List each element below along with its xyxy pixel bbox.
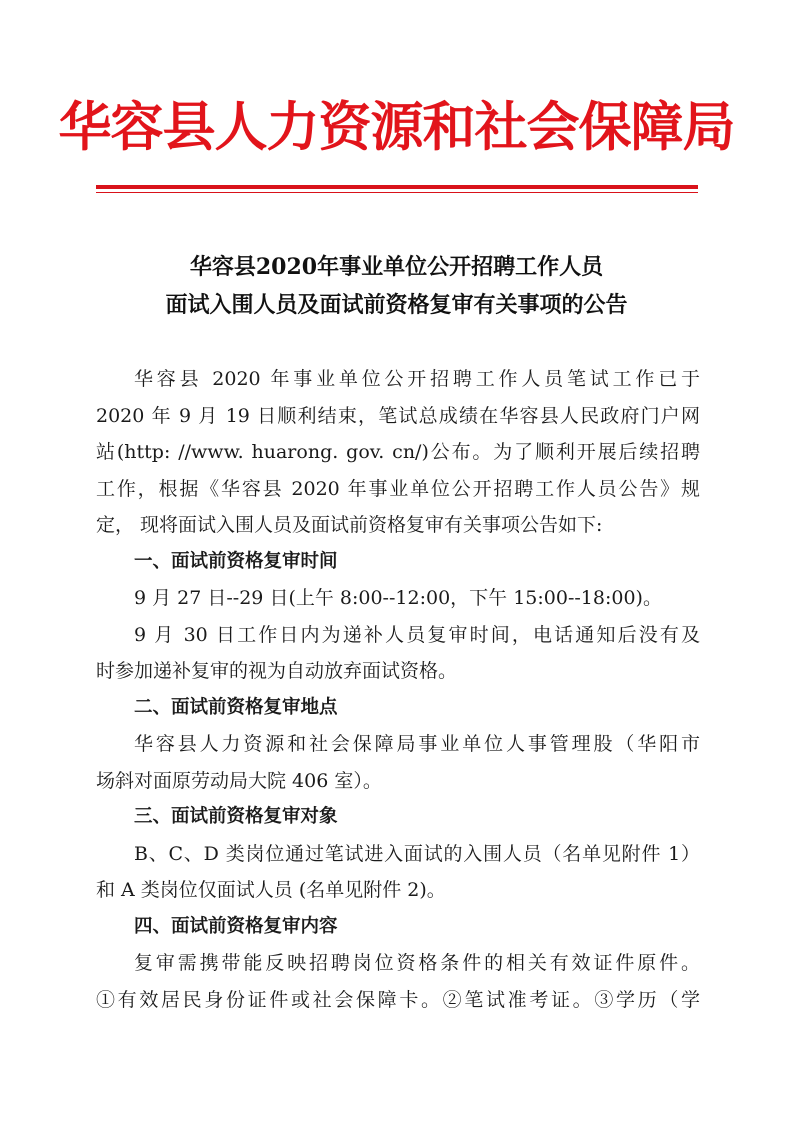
notice-body bbox=[96, 361, 700, 1018]
paragraph-line: 9 月 27 日--29 日(上午 8:00--12:00，下午 15:00--18:00)。 bbox=[134, 587, 662, 609]
letterhead-rule-thin bbox=[96, 192, 698, 193]
paragraph-line: B、C、D 类岗位通过笔试进入面试的入围人员（名单见附件 1） bbox=[134, 842, 700, 865]
notice-title-line-1: 华容县2020年事业单位公开招聘工作人员 bbox=[189, 254, 604, 280]
paragraph-line: ①有效居民身份证件或社会保障卡。②笔试准考证。③学历（学 bbox=[96, 988, 700, 1011]
paragraph-line: 2020 年 9 月 19 日顺利结束，笔试总成绩在华容县人民政府门户网 bbox=[96, 404, 700, 427]
paragraph-line: 复审需携带能反映招聘岗位资格条件的相关有效证件原件。 bbox=[134, 952, 700, 974]
paragraph-line: 和 A 类岗位仅面试人员 (名单见附件 2)。 bbox=[96, 879, 446, 901]
paragraph-line: 时参加递补复审的视为自动放弃面试资格。 bbox=[96, 660, 458, 682]
paragraph-line: 华容县 2020 年事业单位公开招聘工作人员笔试工作已于 bbox=[134, 368, 700, 390]
paragraph-line: 定， 现将面试入围人员及面试前资格复审有关事项公告如下: bbox=[96, 514, 603, 536]
paragraph-line: 华容县人力资源和社会保障局事业单位人事管理股（华阳市 bbox=[134, 733, 700, 755]
notice-title-line-2: 面试入围人员及面试前资格复审有关事项的公告 bbox=[165, 292, 628, 318]
section-heading-location: 二、面试前资格复审地点 bbox=[134, 696, 338, 718]
paragraph-line: 站(http: //www. huarong. gov. cn/)公布。为了顺利开展后续招聘 bbox=[96, 441, 700, 463]
section-heading-time: 一、面试前资格复审时间 bbox=[134, 550, 338, 572]
section-heading-targets: 三、面试前资格复审对象 bbox=[134, 806, 338, 827]
paragraph-line: 场斜对面原劳动局大院 406 室）。 bbox=[96, 769, 382, 792]
section-heading-content: 四、面试前资格复审内容 bbox=[134, 915, 338, 937]
letterhead-title: 华容县人力资源和社会保障局 bbox=[58, 96, 735, 158]
letterhead-rule-thick bbox=[96, 185, 698, 189]
paragraph-line: 工作，根据《华容县 2020 年事业单位公开招聘工作人员公告》规 bbox=[96, 477, 700, 500]
paragraph-line: 9 月 30 日工作日内为递补人员复审时间，电话通知后没有及 bbox=[134, 623, 700, 646]
